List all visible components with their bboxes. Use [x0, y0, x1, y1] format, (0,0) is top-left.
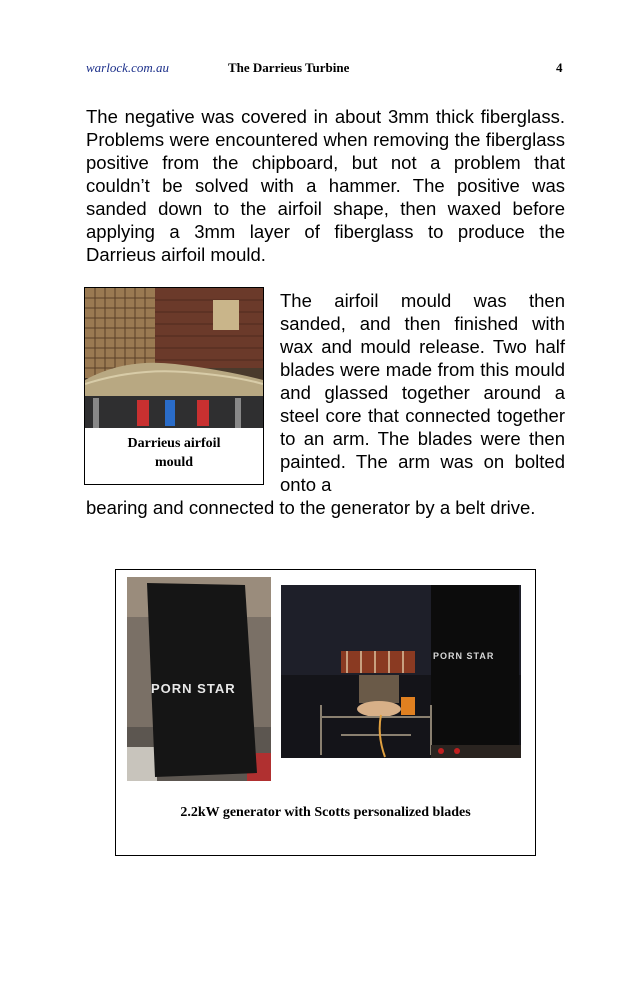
header-document-title: The Darrieus Turbine — [228, 60, 350, 75]
blade-photo — [127, 577, 271, 781]
blade-lettering-right: PORN STAR — [433, 651, 495, 661]
body-paragraph-2: The airfoil mould was then sanded, and then finished with wax and mould release. Two half blades were made from this mould and glassed together around a steel core that connected together to an arm. The blades were then painted. The arm was on bolted onto a — [280, 290, 565, 495]
figure-generator-caption: 2.2kW generator with Scotts personalized blades — [180, 805, 471, 820]
figure-mould-caption-line-2: mould — [154, 455, 194, 470]
figure-generator — [115, 569, 536, 856]
figure-mould-caption — [85, 434, 263, 472]
mould-photo — [85, 288, 263, 428]
blade-lettering-left: PORN STAR — [151, 681, 236, 696]
figure-mould — [84, 287, 264, 485]
page-number: 4 — [556, 60, 563, 75]
generator-photo — [281, 585, 521, 758]
header-site-name: warlock.com.au — [86, 60, 170, 75]
body-paragraph-1: The negative was covered in about 3mm thick fiberglass. Problems were encountered when removing the fiberglass positive from the chipboard, but not a problem that couldn’t be solved with a hammer. The positive was sanded down to the airfoil shape, then waxed before applying a 3mm layer of fiberglass to produce the Darrieus airfoil mould. — [86, 106, 565, 265]
figure-mould-caption-line-1: Darrieus airfoil — [127, 436, 221, 451]
body-paragraph-3: bearing and connected to the generator by a belt drive. — [86, 497, 536, 518]
